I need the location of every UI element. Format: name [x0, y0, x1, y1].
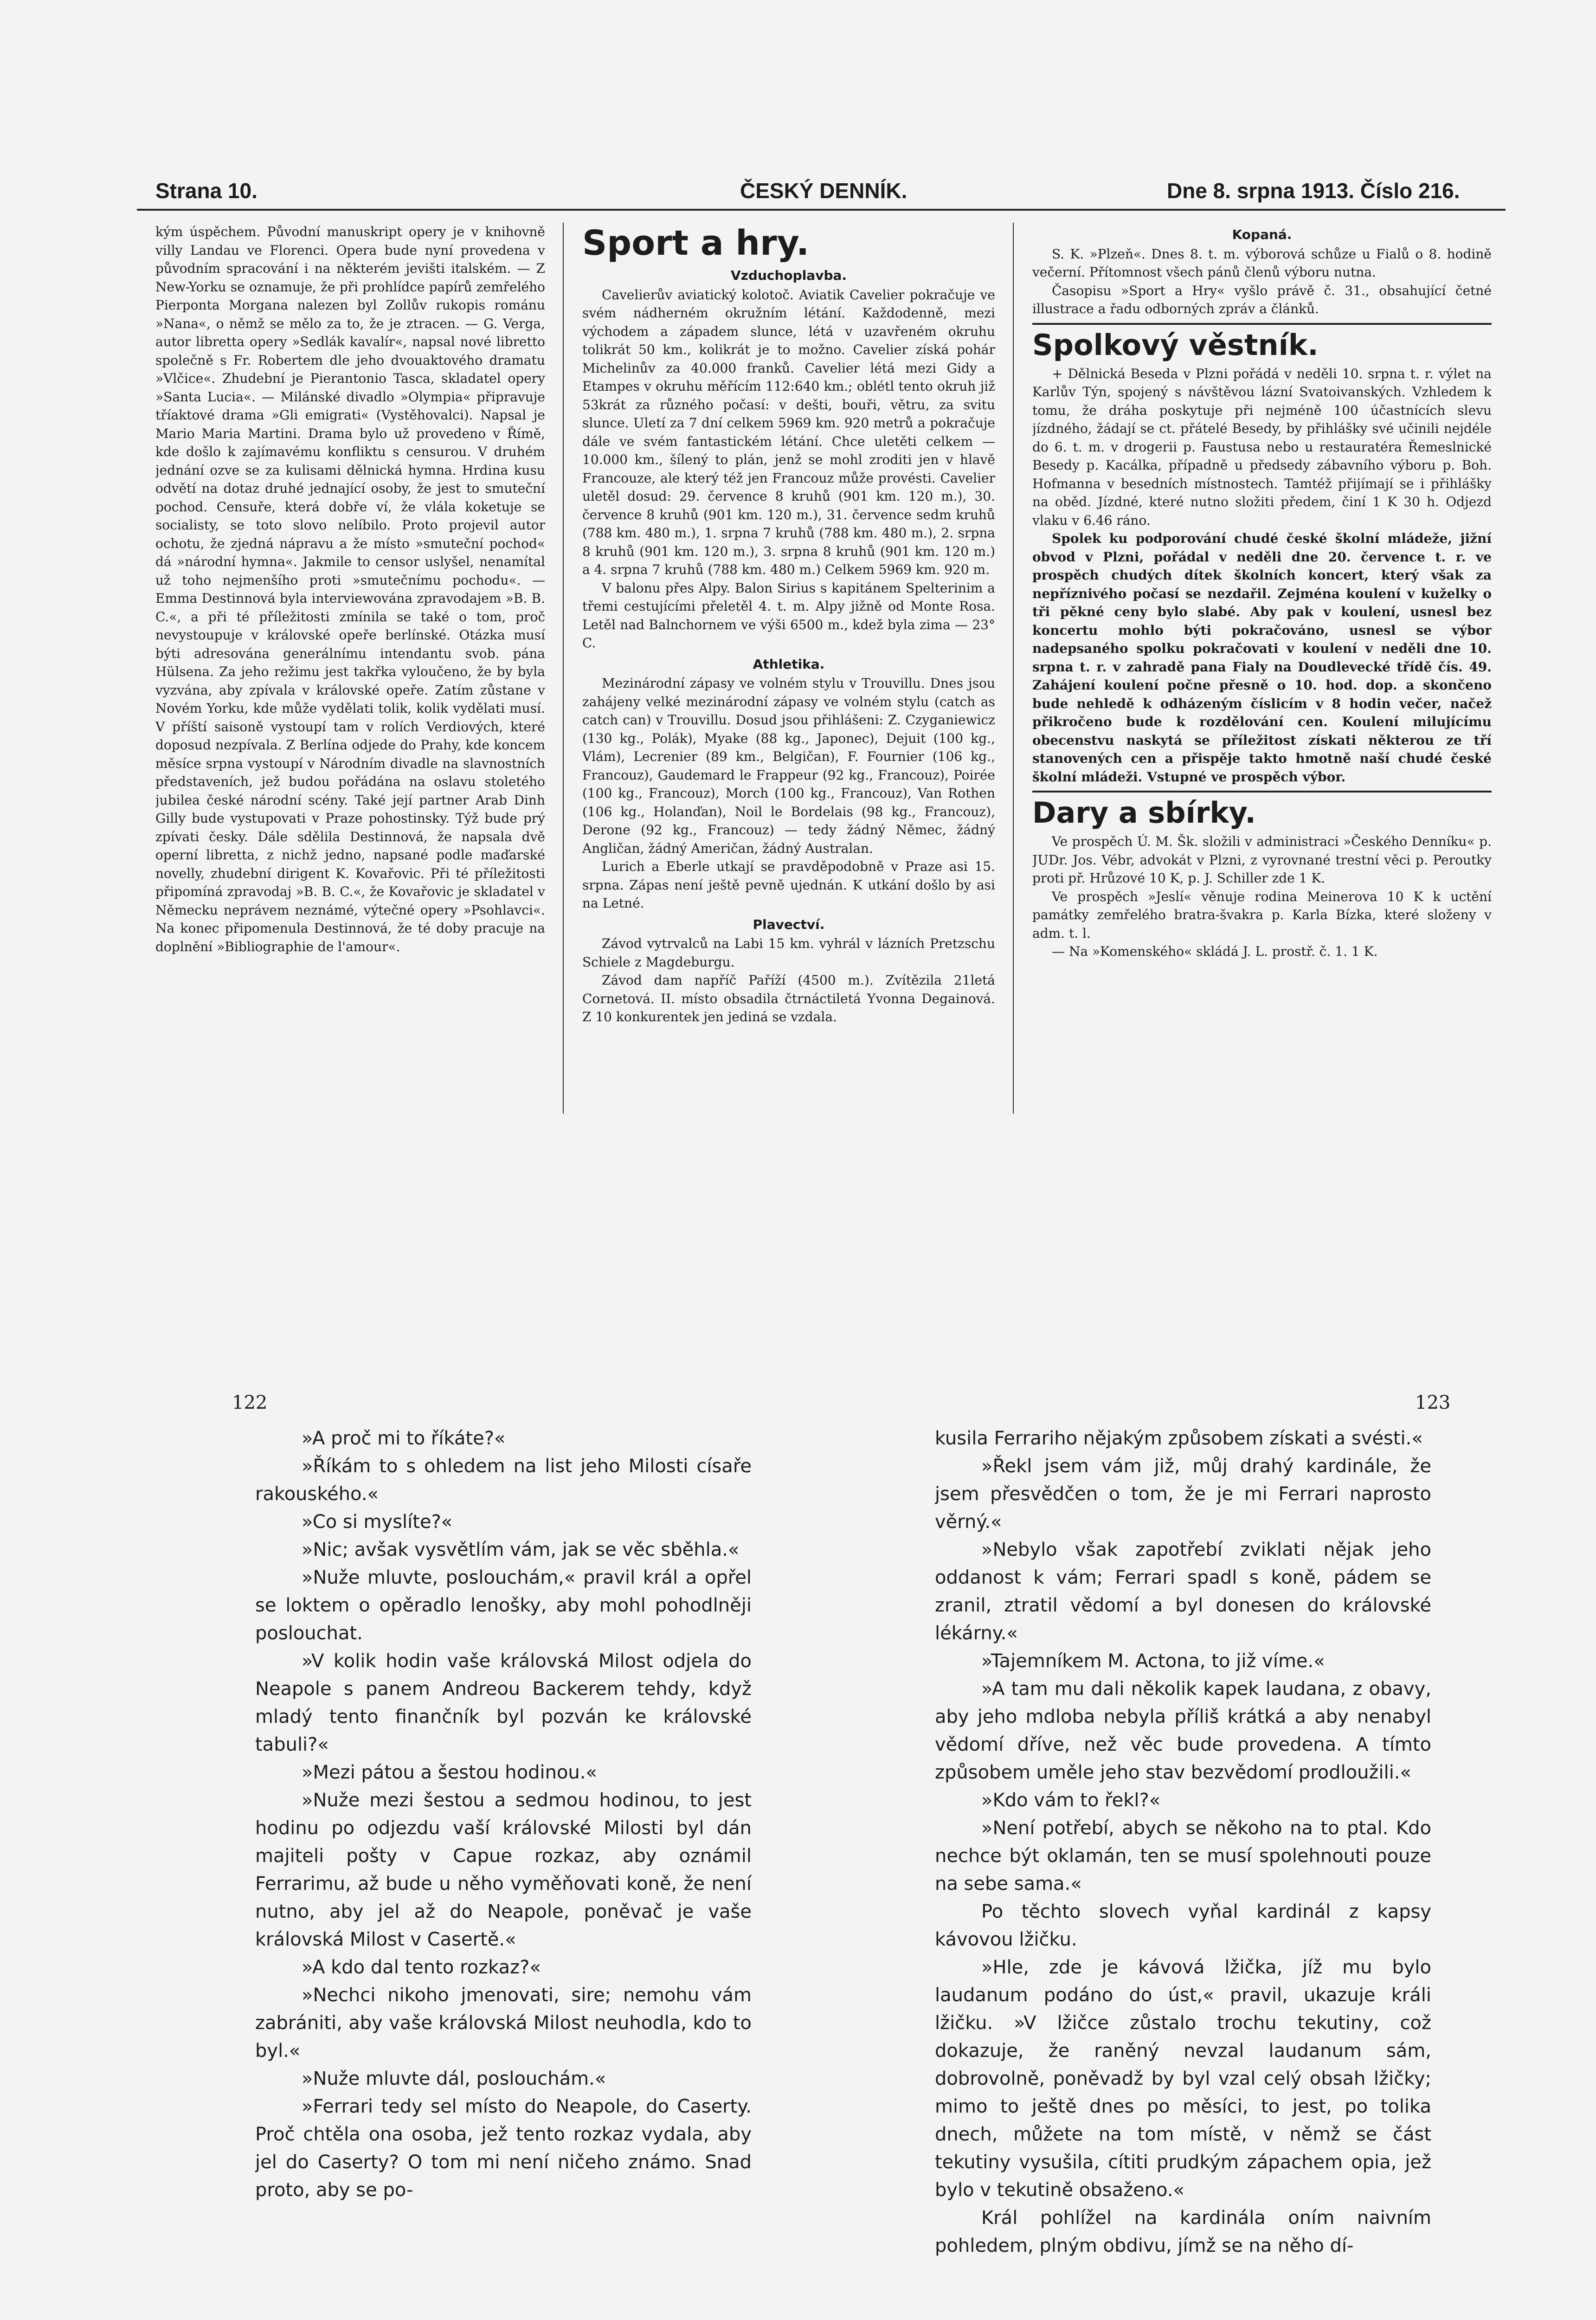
article-paragraph: V balonu přes Alpy. Balon Sirius s kapitánem Spelterinim a třemi cestujícími přeletěl 4. t. m. Alpy jižně od Monte Rosa. Letěl nad Balnchornem ve výši 6500 m., kdež byla zima — 23° C.: [582, 580, 995, 651]
newspaper-page: [137, 153, 1506, 1350]
book-paragraph: »Hle, zde je kávová lžička, jíž mu bylo laudanum podáno do úst,« pravil, ukazuje králi lžičku. »V lžičce zůstalo trochu tekutiny, což dokazuje, že raněný nevzal laudanum sám, dobrovolně, poněvadž by byl vzal celý obsah lžičky; mimo to ještě dnes po měsíci, to jest, po tolika dnech, můžete na tom místě, v němž se část tekutiny vysušila, cítiti prudkým zápachem opia, jež bylo v tekutině obsaženo.«: [935, 1957, 1431, 2201]
book-paragraph: Král pohlížel na kardinála oním naivním pohledem, plným obdivu, jímž se na něho dí-: [935, 2207, 1431, 2256]
book-paragraph: »Ferrari tedy sel místo do Neapole, do Caserty. Proč chtěla ona osoba, jež tento rozkaz vydala, aby jel do Caserty? O tom mi není ničeho známo. Snad proto, aby se po-: [255, 2096, 752, 2201]
left-book-page: [255, 1424, 752, 2283]
book-paragraph: »Nuže mluvte dál, poslouchám.«: [302, 2068, 606, 2089]
section-rule: [1032, 323, 1492, 325]
article-paragraph: Spolek ku podporování chudé české školní mládeže, jižní obvod v Plzni, pořádal v neděli dne 20. července t. r. ve prospěch chudých dítek školních koncert, který však za nepříznivého počasí se nezdařil. Zejména koulení v kuželky o tři pěkné ceny bylo slabé. Aby pak v koulení, usnesl bez koncertu mohlo býti pokračováno, usnesl se výbor nadepsaného spolku pokračovati v koulení v neděli dne 10. srpna t. r. v zahradě pana Fialy na Doudlevecké třídě čís. 49. Zahájení koulení počne přesně o 10. hod. dop. a skončeno bude nehledě k odházeným číslicím v 8 hodin večer, načež přikročeno bude k rozdělování cen. Koulení milujícímu obecenstvu naskytá se příležitost získati některou ze tří stanovených cen a přispěje takto hmotně naší chudé české školní mládeži. Vstupné ve prospěch výbor.: [1032, 531, 1492, 785]
book-paragraph: »Tajemníkem M. Actona, to již víme.«: [981, 1650, 1325, 1672]
article-paragraph: Cavelierův aviatický kolotoč. Aviatik Cavelier pokračuje ve svém nádherném okružním létání. Každodenně, mezi východem a západem slunce, létá v uzavřeném okruhu tolikrát 50 km., kolikrát je to možno. Cavelier získá pohár Michelinův za 40.000 franků. Cavelier létá mezi Gidy a Etampes v okruhu měřícím 112:640 km.; oblétl tento okruh již 53krát za různého počasí: v dešti, bouři, větru, za svitu slunce. Uletí za 7 dní celkem 5969 km. 920 metrů a pokračuje dále ve svém fantastickém létání. Chce uletěti celkem — 10.000 km., šílený to plán, jenž se mohl zroditi jen v hlavě Francouze, ale který též jen Francouz může provésti. Cavelier uletěl dosud: 29. července 8 kruhů (901 km. 120 m.), 30. července 8 kruhů (901 km. 120 m.), 31. července sedm kruhů (788 km. 480 m.), 1. srpna 7 kruhů (788 km. 480 m.), 2. srpna 8 kruhů (901 km. 120 m.), 3. srpna 8 kruhů (901 km. 120 m.) a 4. srpna 7 kruhů (788 km. 480 m.) Celkem 5969 km. 920 m.: [582, 287, 995, 577]
article-paragraph: Časopisu »Sport a Hry« vyšlo právě č. 31., obsahující četné illustrace a řadu odborných zpráv a článků.: [1032, 283, 1492, 316]
section-title-associations: Spolkový věstník.: [1032, 328, 1319, 362]
page-label: Strana 10.: [155, 179, 257, 203]
newspaper-title: ČESKÝ DENNÍK.: [740, 179, 907, 203]
book-paragraph: »Co si myslíte?«: [302, 1511, 453, 1533]
book-paragraph: kusila Ferrariho nějakým způsobem získati a svésti.«: [935, 1428, 1423, 1449]
article-paragraph: Lurich a Eberle utkají se pravděpodobně v Praze asi 15. srpna. Zápas není ještě pevně ujednán. K utkání došlo by asi na Letné.: [582, 859, 995, 911]
subsection-heading: Vzduchoplavba.: [730, 268, 847, 283]
book-paragraph: »A tam mu dali několik kapek laudana, z obavy, aby jeho mdloba nebyla příliš krátká a aby nenabyl vědomí dříve, než věc bude provedena. A tímto způsobem uměle jeho stav bezvědomí prodloužili.«: [935, 1678, 1431, 1783]
newspaper-header: [137, 176, 1506, 211]
section-title-sport: Sport a hry.: [582, 223, 810, 263]
book-paragraph: »Není potřebí, abych se někoho na to ptal. Kdo nechce být oklamán, ten se musí spolehnouti pouze na sebe sama.«: [935, 1817, 1431, 1895]
article-paragraph: Ve prospěch »Jeslí« věnuje rodina Meinerova 10 K k uctění památky zemřelého bratra-švakra p. Karla Bízka, které složeny v adm. t. l.: [1032, 889, 1492, 941]
book-paragraph: »Nuže mezi šestou a sedmou hodinou, to jest hodinu po odjezdu vaší královské Milosti byl dán majiteli pošty v Capue rozkaz, aby oznámil Ferrarimu, až bude u něho vyměňovati koně, že není nutno, aby jel až do Neapole, poněvač je vaše královská Milost v Casertě.«: [255, 1790, 752, 1950]
right-book-page: [935, 1424, 1431, 2283]
left-page-number: 122: [232, 1392, 268, 1413]
article-paragraph: kým úspěchem. Původní manuskript opery je v knihovně villy Landau ve Florenci. Opera bude nyní provedena v původním spracování i na některém jevišti italském. — Z New-Yorku se oznamuje, že při prohlídce papírů zemřelého Pierponta Morgana nalezen byl Zollův rukopis románu »Nana«, o němž se mělo za to, že je ztracen. — G. Verga, autor libretta opery »Sedlák kavalír«, napsal nové libretto společně s Fr. Robertem dle jeho dvouaktového dramatu »Vlčice«. Zhudební je Pierantonio Tasca, skladatel opery »Santa Lucia«. — Milánské divadlo »Olympia« připravuje tříaktové drama »Gli emigrati« (Vystěhovalci). Napsal je Mario Maria Martini. Drama bylo už provedeno v Římě, kde došlo k zajímavému konfliktu s censurou. V druhém jednání ozve se za kulisami dělnická hymna. Hrdina kusu odvětí na dotaz druhé jednající osoby, že jest to smuteční pochod. Censuře, která dobře ví, že vlála koketuje se socialisty, se toto slovo nelíbilo. Proto projevil autor ochotu, že zjedná nápravu a že místo »smuteční pochod« dá »národní hymna«. Jakmile to censor uslyšel, nenamítal už toho nejmenšího proti »smutečnímu pochodu«. — Emma Destinnová byla interviewována zpravodajem »B. B. C.«, a při té příležitosti zmínila se také o tom, proč nevystoupuje v královské opeře berlínské. Otázka musí býti adresována generálnímu intendantu svob. pána Hülsena. Za jeho režimu jest takřka vyloučeno, že by byla vyzvána, aby zpívala v královské opeře. Zatím zůstane v Novém Yorku, kde může vydělati tolik, kolik vydělati musí. V příští saisoně vystoupí tam v rolích Verdiových, které doposud nezpívala. Z Berlína odjede do Prahy, kde koncem měsíce srpna vystoupí v Národním divadle na slavnostních představeních, jež budou pořádána na oslavu stoletého jubilea české národní scény. Také její partner Arab Dinh Gilly bude vystupovati v Praze pohostinsky. Týž bude prý zpívati česky. Dále sdělila Destinnová, že napsala dvě operní libretta, z nichž jedno, napsané podle maďarské novelly, zhudební dirigent K. Kovařovic. Při té příležitosti připomíná zpravodaj »B. B. C.«, že Kovařovic je skladatel v Německu neprávem neznámé, výtečné opery »Psohlavci«. Na konec připomenula Destinnová, že té doby pracuje na doplnění »Bibliographie de l'amour«.: [155, 224, 545, 954]
book-paragraph: »Nuže mluvte, poslouchám,« pravil král a opřel se loktem o opěradlo lenošky, aby mohl pohodlněji poslouchat.: [255, 1567, 752, 1644]
book-paragraph: »A kdo dal tento rozkaz?«: [302, 1957, 541, 1978]
right-page-number: 123: [1415, 1392, 1451, 1413]
article-paragraph: Mezinárodní zápasy ve volném stylu v Trouvillu. Dnes jsou zahájeny velké mezinárodní zápasy ve volném stylu (catch as catch can) v Trouvillu. Dosud jsou přihlášeni: Z. Czyganiewicz (130 kg., Polák), Myake (88 kg., Japonec), Dejuit (100 kg., Vlám), Lecrenier (89 km., Belgičan), F. Fournier (106 kg., Francouz), Gaudemard le Frappeur (92 kg., Francouz), Poirée (100 kg., Francouz), Morch (100 kg., Francouz), Van Rothen (106 kg., Holanďan), Noil le Bordelais (98 kg., Francouz), Derone (92 kg., Francouz) — tedy žádný Němec, žádný Angličan, žádný Američan, žádný Australan.: [582, 676, 995, 856]
section-title-donations: Dary a sbírky.: [1032, 796, 1256, 830]
subsection-heading: Athletika.: [753, 656, 825, 672]
subsection-heading: Kopaná.: [1232, 227, 1292, 242]
book-paragraph: »A proč mi to říkáte?«: [302, 1428, 506, 1449]
book-paragraph: »Nic; avšak vysvětlím vám, jak se věc sběhla.«: [302, 1539, 740, 1560]
article-paragraph: + Dělnická Beseda v Plzni pořádá v neděli 10. srpna t. r. výlet na Karlův Týn, spojený s návštěvou lázní Svatoivanských. Vzhledem k tomu, že dráha poskytuje při nejméně 100 účastnících slevu jízdného, žádají se ct. přátelé Besedy, by přihlášky své učinili nejdéle do 6. t. m. v drogerii p. Faustusa nebo u restauratéra Řemeslnické Besedy p. Kacálka, případně u předsedy zábavního výboru p. Boh. Hofmanna v besedních místnostech. Tamtéž přijímají se i přihlášky na oběd. Jízdné, které nutno složiti předem, činí 1 K 30 h. Odjezd vlaku v 6.46 ráno.: [1032, 366, 1492, 528]
article-paragraph: Závod vytrvalců na Labi 15 km. vyhrál v lázních Pretzschu Schiele z Magdeburgu.: [582, 936, 995, 970]
article-paragraph: S. K. »Plzeň«. Dnes 8. t. m. výborová schůze u Fialů o 8. hodině večerní. Přítomnost všech pánů členů výboru nutna.: [1032, 246, 1492, 280]
section-rule: [1032, 791, 1492, 793]
column-sport: [582, 223, 995, 1290]
article-paragraph: — Na »Komenského« skládá J. L. prostř. č. 1. 1 K.: [1052, 944, 1378, 959]
book-paragraph: »Nebylo však zapotřebí zviklati nějak jeho oddanost k vám; Ferrari spadl s koně, pádem se zranil, ztratil vědomí a byl donesen do královské lékárny.«: [935, 1539, 1431, 1644]
book-paragraph: »Kdo vám to řekl?«: [981, 1790, 1161, 1811]
book-paragraph: »Nechci nikoho jmenovati, sire; nemohu vám zabrániti, aby vaše královská Milost neuhodla, kdo to byl.«: [255, 1985, 752, 2062]
column-divider: [563, 223, 564, 1114]
column-divider: [1013, 223, 1014, 1114]
column-associations: [1032, 223, 1492, 1290]
book-paragraph: »Říkám to s ohledem na list jeho Milosti císaře rakouského.«: [255, 1456, 752, 1505]
book-spread: [218, 1355, 1452, 2306]
article-paragraph: Závod dam napříč Paříží (4500 m.). Zvítězila 21letá Cornetová. II. místo obsadila čtrnáctiletá Yvonna Degainová. Z 10 konkurentek jen jediná se vzdala.: [582, 973, 995, 1025]
book-paragraph: »V kolik hodin vaše královská Milost odjela do Neapole s panem Andreou Backerem tehdy, když mladý tento finančník byl pozván ke královské tabuli?«: [255, 1650, 752, 1755]
issue-date: Dne 8. srpna 1913. Číslo 216.: [1167, 179, 1460, 203]
column-culture: [155, 223, 545, 1290]
book-paragraph: »Mezi pátou a šestou hodinou.«: [302, 1762, 597, 1783]
book-paragraph: »Řekl jsem vám již, můj drahý kardinále, že jsem přesvědčen o tom, že je mi Ferrari naprosto věrný.«: [935, 1456, 1431, 1533]
book-paragraph: Po těchto slovech vyňal kardinál z kapsy kávovou lžičku.: [935, 1901, 1431, 1950]
article-paragraph: Ve prospěch Ú. M. Šk. složili v administraci »Českého Denníku« p. JUDr. Jos. Vébr, advokát v Plzni, z vyrovnané trestní věci p. Peroutky proti př. Hrůzové 10 K, p. J. Schiller zde 1 K.: [1032, 834, 1492, 886]
subsection-heading: Plavectví.: [753, 916, 825, 932]
